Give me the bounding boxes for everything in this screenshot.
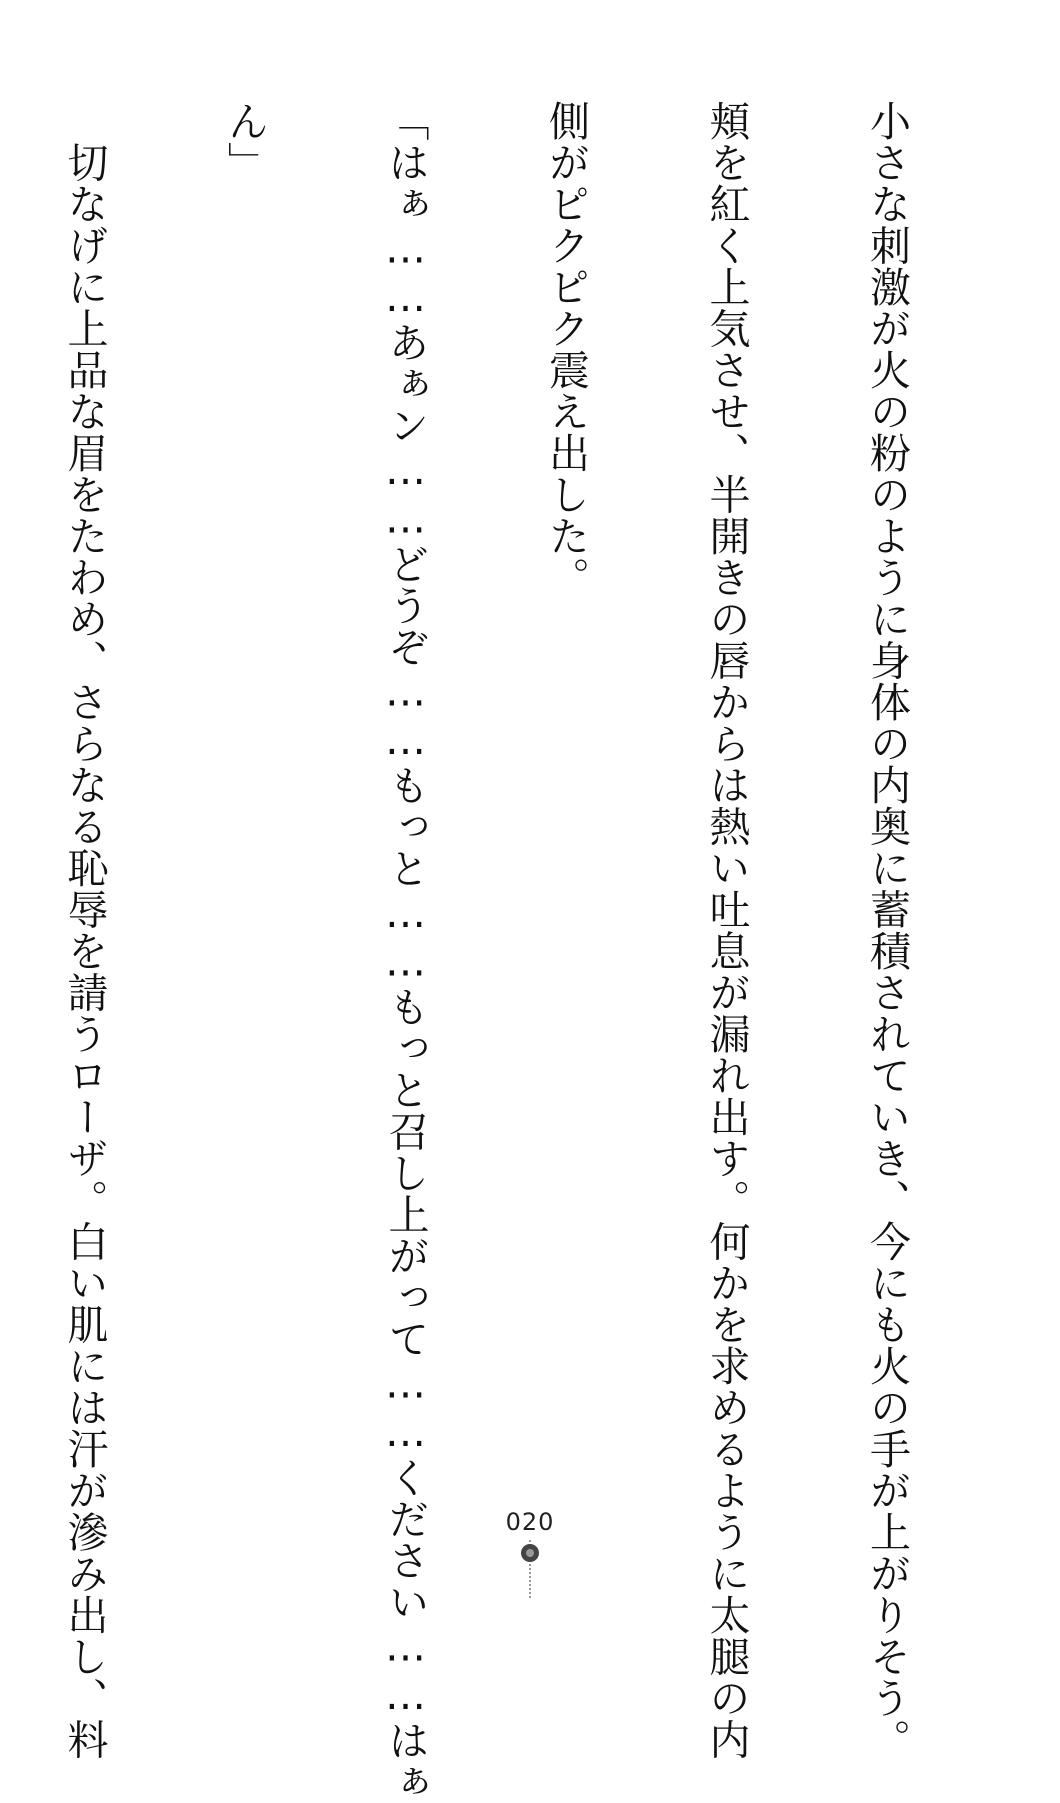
text-line: 「はぁ……あぁン……どうぞ……もっと……もっと召し上がって……ください……はぁ [381,100,430,1803]
page-number: 020 [505,1508,555,1536]
page-ornament-icon [519,1540,541,1600]
text-line: 小さな刺激が火の粉のように身体の内奥に蓄積されていき、今にも火の手が上がりそう。 [863,100,911,1760]
text-line: ん」 [221,100,269,183]
text-line: 頬を紅く上気させ、半開きの唇からは熱い吐息が漏れ出す。何かを求めるように太腿の内 [702,100,751,1760]
text-line: 切なげに上品な眉をたわめ、さらなる恥辱を請うローザ。白い肌には汗が滲み出し、料 [60,100,109,1760]
text-line: 側がピクピク震え出した。 [542,100,590,598]
